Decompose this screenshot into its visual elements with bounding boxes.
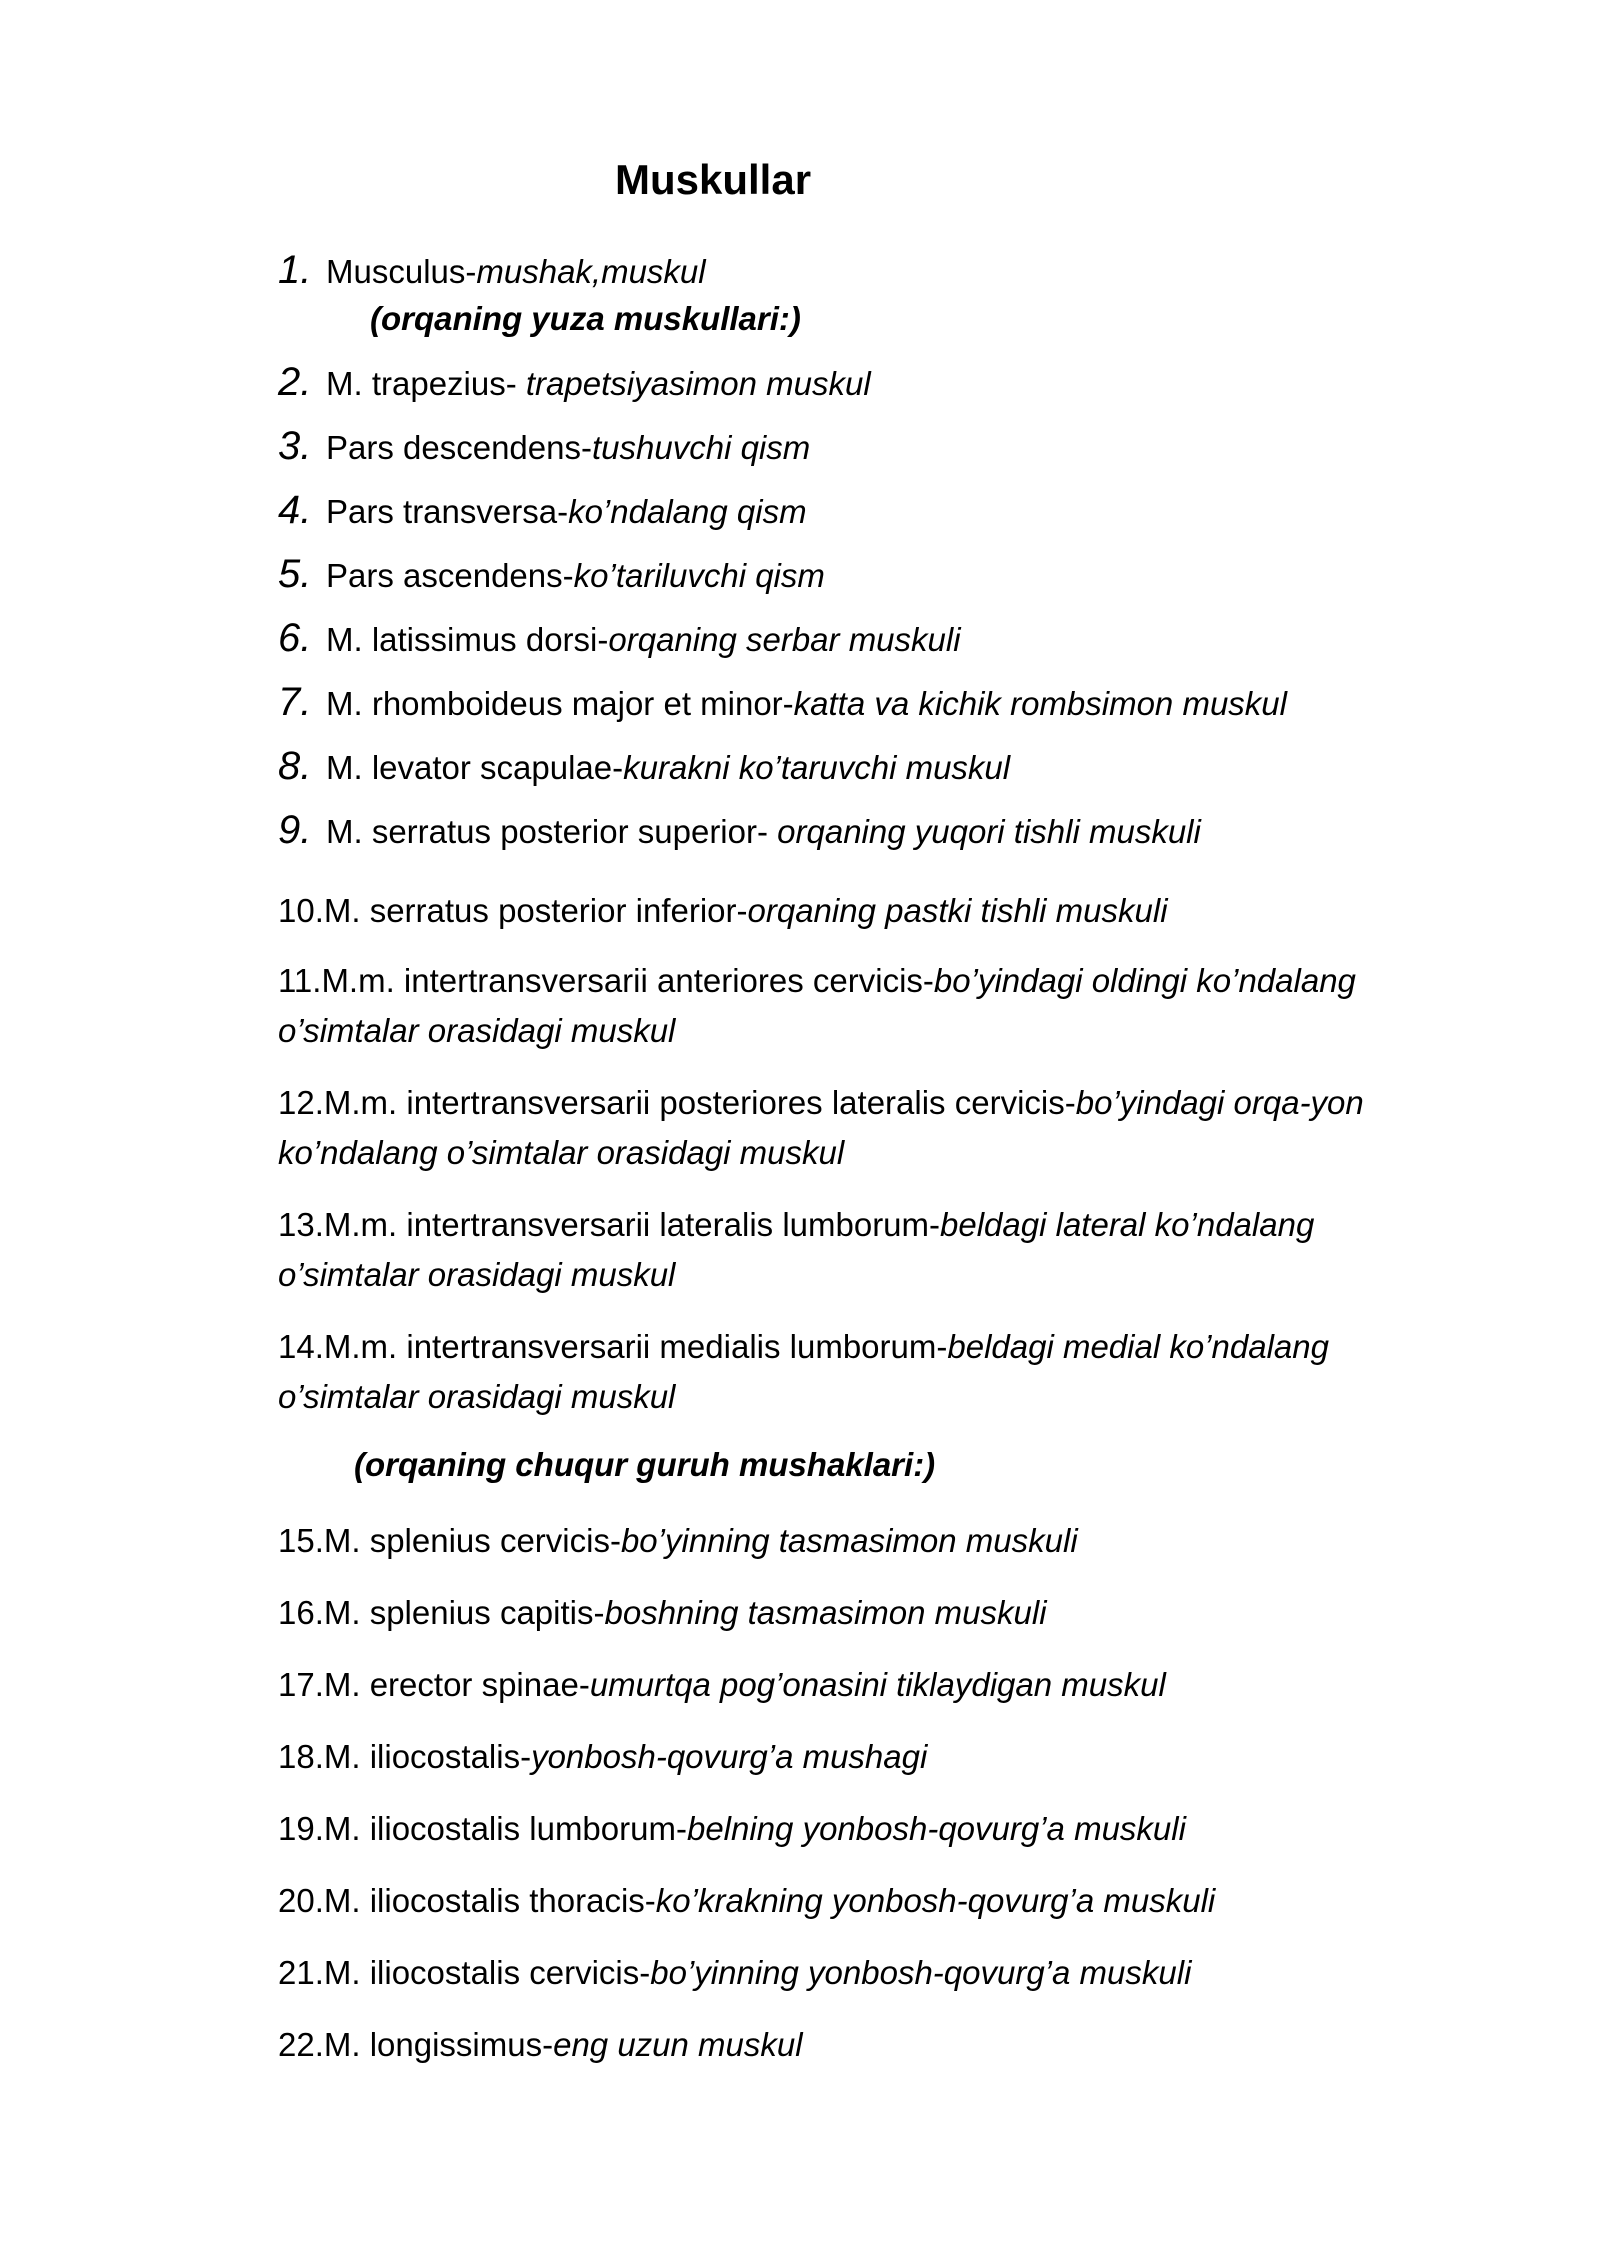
item-number: 6. [278, 616, 312, 660]
item-translation: orqaning pastki tishli muskuli [747, 892, 1168, 929]
item-term: M.m. intertransversarii medialis lumborum- [323, 1328, 948, 1365]
item-translation: ko’ndalang qism [568, 493, 807, 530]
item-translation: trapetsiyasimon muskul [525, 365, 871, 402]
item-number: 9. [278, 808, 312, 852]
list-item [278, 1804, 1458, 1854]
item-number: 10. [278, 892, 324, 929]
list-item [278, 956, 1458, 1056]
list-item [278, 2020, 1458, 2070]
item-term: M.m. intertransversarii anteriores cervicis- [321, 962, 934, 999]
subheading-superficial: (orqaning yuza muskullari:) [370, 300, 801, 337]
item-translation: bo’yindagi oldingi ko’ndalang o’simtalar orasidagi muskul [278, 962, 1356, 1049]
item-translation: mushak,muskul [476, 253, 706, 290]
item-number: 15. [278, 1522, 324, 1559]
item-term: Pars descendens- [326, 429, 592, 466]
item-term: M. longissimus- [323, 2026, 554, 2063]
list-item [278, 1516, 1458, 1566]
item-translation: orqaning serbar muskuli [608, 621, 961, 658]
list-item [278, 246, 706, 296]
item-term: M.m. intertransversarii posteriores lateralis cervicis- [323, 1084, 1076, 1121]
list-item [278, 742, 1010, 792]
item-number: 5. [278, 552, 312, 596]
item-term: M. rhomboideus major et minor- [326, 685, 794, 722]
item-translation: beldagi lateral ko’ndalang o’simtalar orasidagi muskul [278, 1206, 1315, 1293]
item-number: 19. [278, 1810, 324, 1847]
list-item [278, 1876, 1458, 1926]
list-item [278, 1200, 1458, 1300]
item-term: M. splenius capitis- [323, 1594, 605, 1631]
list-item [278, 1732, 1458, 1782]
item-number: 11. [278, 962, 322, 999]
item-translation: boshning tasmasimon muskuli [604, 1594, 1047, 1631]
item-number: 20. [278, 1882, 324, 1919]
item-number: 21. [278, 1954, 324, 1991]
item-number: 13. [278, 1206, 324, 1243]
item-translation: bo’yindagi orqa-yon ko’ndalang o’simtalar orasidagi muskul [278, 1084, 1364, 1171]
list-item [278, 614, 961, 664]
item-term: M. trapezius- [326, 365, 526, 402]
item-term: M. serratus posterior inferior- [323, 892, 748, 929]
list-item [278, 1322, 1458, 1422]
item-translation: ko’krakning yonbosh-qovurg’a muskuli [655, 1882, 1216, 1919]
item-term: Pars transversa- [326, 493, 569, 530]
list-item [278, 886, 1458, 936]
list-item [278, 358, 871, 408]
item-number: 18. [278, 1738, 324, 1775]
item-number: 14. [278, 1328, 324, 1365]
item-term: M. latissimus dorsi- [326, 621, 609, 658]
item-number: 16. [278, 1594, 324, 1631]
item-term: M. iliocostalis- [323, 1738, 532, 1775]
item-translation: tushuvchi qism [591, 429, 811, 466]
list-item [278, 422, 810, 472]
item-number: 2. [278, 360, 312, 404]
list-item [278, 1588, 1458, 1638]
item-term: M. iliocostalis thoracis- [323, 1882, 656, 1919]
item-number: 12. [278, 1084, 324, 1121]
item-number: 3. [278, 424, 312, 468]
item-translation: bo’yinning yonbosh-qovurg’a muskuli [650, 1954, 1192, 1991]
item-translation: kurakni ko’taruvchi muskul [623, 749, 1011, 786]
item-number: 17. [278, 1666, 324, 1703]
item-translation: orqaning yuqori tishli muskuli [777, 813, 1201, 850]
subheading-deep: (orqaning chuqur guruh mushaklari:) [354, 1446, 936, 1483]
item-term: M. splenius cervicis- [323, 1522, 621, 1559]
item-term: M. iliocostalis cervicis- [323, 1954, 651, 1991]
item-translation: eng uzun muskul [553, 2026, 803, 2063]
item-translation: umurtqa pog’onasini tiklaydigan muskul [589, 1666, 1166, 1703]
page-title: Muskullar [615, 156, 812, 203]
list-item [278, 550, 825, 600]
item-term: M.m. intertransversarii lateralis lumborum- [323, 1206, 941, 1243]
item-translation: belning yonbosh-qovurg’a muskuli [686, 1810, 1186, 1847]
item-term: M. serratus posterior superior- [326, 813, 778, 850]
list-item [278, 1078, 1458, 1178]
item-translation: katta va kichik rombsimon muskul [793, 685, 1287, 722]
item-term: M. iliocostalis lumborum- [323, 1810, 687, 1847]
list-item [278, 1660, 1458, 1710]
item-translation: bo’yinning tasmasimon muskuli [620, 1522, 1078, 1559]
item-term: M. levator scapulae- [326, 749, 624, 786]
list-item [278, 678, 1287, 728]
item-number: 8. [278, 744, 312, 788]
item-term: Musculus- [326, 253, 477, 290]
item-translation: ko’tariluvchi qism [573, 557, 825, 594]
item-number: 22. [278, 2026, 324, 2063]
list-item [278, 486, 807, 536]
list-item [278, 1948, 1458, 1998]
item-term: M. erector spinae- [323, 1666, 590, 1703]
item-number: 4. [278, 488, 312, 532]
item-number: 7. [278, 680, 312, 724]
item-translation: yonbosh-qovurg’a mushagi [531, 1738, 928, 1775]
item-translation: beldagi medial ko’ndalang o’simtalar orasidagi muskul [278, 1328, 1329, 1415]
list-item [278, 806, 1201, 856]
item-term: Pars ascendens- [326, 557, 574, 594]
item-number: 1. [278, 248, 312, 292]
